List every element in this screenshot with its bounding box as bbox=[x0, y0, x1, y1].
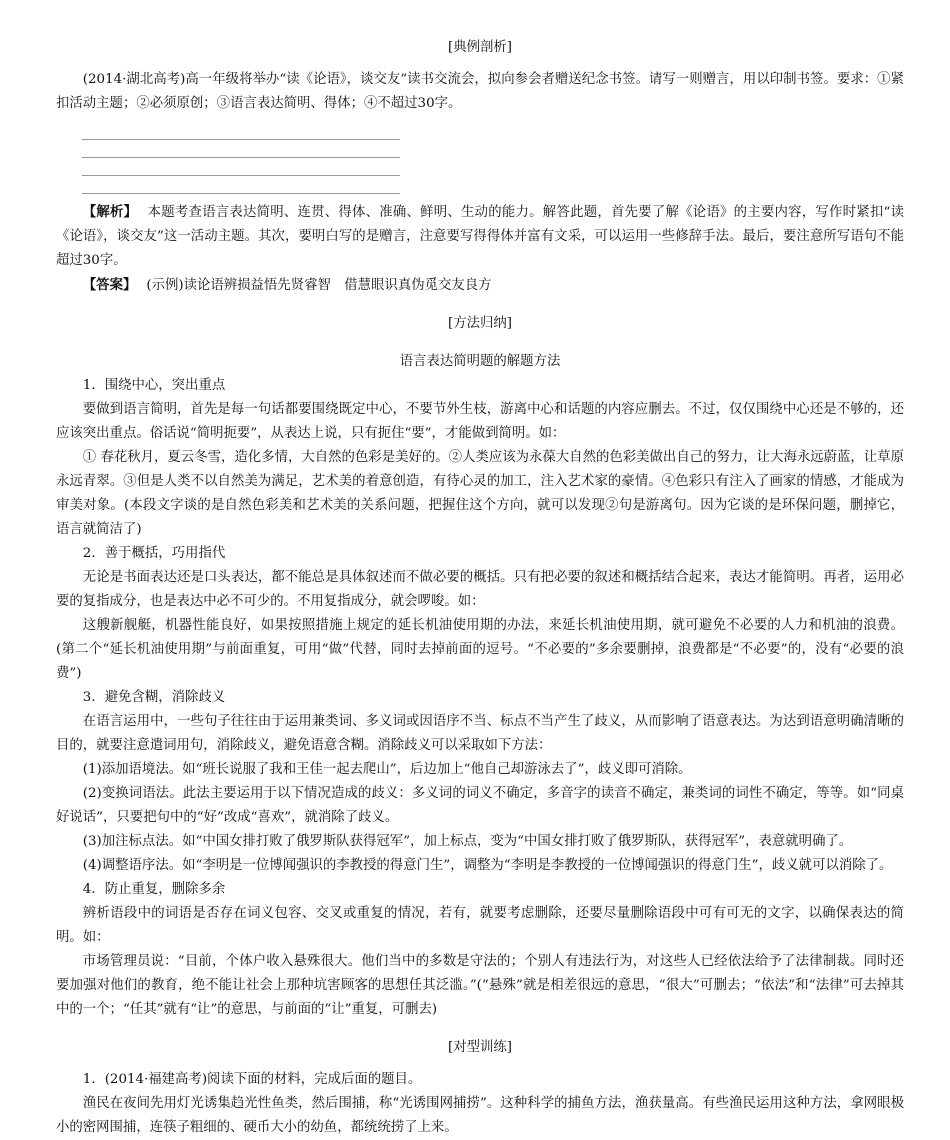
training-material: 渔民在夜间先用灯光诱集趋光性鱼类，然后围捕，称“光诱围网捕捞”。这种科学的捕鱼方法，渔获量高。有些渔民运用这种方法，拿网眼极小的密网围捕，连筷子粗细的、硬币大小的幼鱼，都统统捞了上来。 bbox=[56, 1096, 904, 1135]
analysis-text: 本题考查语言表达简明、连贯、得体、准确、鲜明、生动的能力。解答此题，首先要了解《论语》的主要内容，写作时紧扣“读《论语》，谈交友”这一活动主题。其次，要明白写的是赠言，注意要写得得体并富有文采，可以运用一些修辞手法。最后，要注意所写语句不能超过30字。 bbox=[56, 205, 905, 268]
method-paragraph: 要做到语言简明，首先是每一句话都要围绕既定中心，不要节外生枝，游离中心和话题的内容应删去。不过，仅仅围绕中心还是不够的，还应该突出重点。俗话说“简明扼要”，从表达上说，只有扼住“要”，才能做到简明。如： bbox=[56, 402, 904, 441]
answer-line bbox=[82, 140, 400, 158]
document-page bbox=[56, 36, 904, 1140]
answer-line bbox=[82, 158, 400, 176]
methods-title: 语言表达简明题的解题方法 bbox=[399, 354, 561, 369]
method-paragraph: (1)添加语境法。如“班长说服了我和王佳一起去爬山”，后边加上“他自己却游泳去了”，歧义即可消除。 bbox=[82, 762, 692, 777]
analysis-paragraph bbox=[56, 200, 904, 273]
section-header-methods: [方法归纳] bbox=[447, 316, 512, 331]
method-paragraph: (2)变换词语法。此法主要运用于以下情况造成的歧义：多义词的词义不确定，多音字的读音不确定，兼类词的词性不确定，等等。如“同桌好说话”，只要把句中的“好”改成“喜欢”，就消除了歧义。 bbox=[56, 786, 904, 825]
answer-lines bbox=[82, 122, 904, 194]
method-paragraph: (4)调整语序法。如“李明是一位博闻强识的李教授的得意门生”，调整为“李明是李教授的一位博闻强识的得意门生”，歧义就可以消除了。 bbox=[82, 858, 893, 873]
method-paragraph: 无论是书面表达还是口头表达，都不能总是具体叙述而不做必要的概括。只有把必要的叙述和概括结合起来，表达才能简明。再者，运用必要的复指成分，也是表达中必不可少的。不用复指成分，就会啰唆。如： bbox=[56, 570, 904, 609]
method-paragraph: 辨析语段中的词语是否存在词义包容、交叉或重复的情况，若有，就要考虑删除，还要尽量删除语段中可有可无的文字，以确保表达的简明。如： bbox=[56, 906, 904, 945]
method-paragraph: 市场管理员说：“目前，个体户收入悬殊很大。他们当中的多数是守法的；个别人有违法行为，对这些人已经依法给予了法律制裁。同时还要加强对他们的教育，绝不能让社会上那种坑害顾客的思想任其泛滥。”(“悬殊”就是相差很远的意思，“很大”可删去；“依法”和“法律”可去掉其中的一个；“任其”就有“让”的意思，与前面的“让”重复，可删去) bbox=[56, 954, 904, 1017]
method-heading-4: 4．防止重复，删除多余 bbox=[82, 882, 226, 897]
answer-label: 【答案】 bbox=[82, 277, 137, 293]
method-paragraph: 这艘新舰艇，机器性能良好，如果按照措施上规定的延长机油使用期的办法，来延长机油使用期，就可避免不必要的人力和机油的浪费。(第二个“延长机油使用期”与前面重复，可用“做”代替，同时去掉前面的逗号。“不必要的”多余要删掉，浪费都是“不必要”的，没有“必要的浪费”) bbox=[56, 618, 904, 681]
section-header-examples: [典例剖析] bbox=[447, 40, 512, 55]
analysis-label: 【解析】 bbox=[82, 204, 138, 220]
answer-line bbox=[82, 176, 400, 194]
example-question: (2014·湖北高考)高一年级将举办“读《论语》，谈交友”读书交流会，拟向参会者赠送纪念书签。请写一则赠言，用以印制书签。要求：①紧扣活动主题；②必须原创；③语言表达简明、得体；④不超过30字。 bbox=[56, 72, 904, 111]
method-heading-1: 1．围绕中心，突出重点 bbox=[82, 378, 226, 393]
method-paragraph: 在语言运用中，一些句子往往由于运用兼类词、多义词或因语序不当、标点不当产生了歧义，从而影响了语意表达。为达到语意明确清晰的目的，就要注意遣词用句，消除歧义，避免语意含糊。消除歧义可以采取如下方法： bbox=[56, 714, 904, 753]
method-paragraph: ① 春花秋月，夏云冬雪，造化多情，大自然的色彩是美好的。②人类应该为永葆大自然的色彩美做出自己的努力，让大海永远蔚蓝，让草原永远青翠。③但是人类不以自然美为满足，艺术美的着意创造，有待心灵的加工，注入艺术家的豪情。④色彩只有注入了画家的情感，才能成为审美对象。(本段文字谈的是自然色彩美和艺术美的关系问题，把握住这个方向，就可以发现②句是游离句。因为它谈的是环保问题，删掉它，语言就简洁了) bbox=[56, 450, 904, 537]
training-question: 1．(2014·福建高考)阅读下面的材料，完成后面的题目。 bbox=[82, 1072, 422, 1087]
answer-line bbox=[82, 122, 400, 140]
section-header-training: [对型训练] bbox=[447, 1040, 512, 1055]
method-heading-3: 3．避免含糊，消除歧义 bbox=[82, 690, 226, 705]
answer-text: (示例)读论语辨损益悟先贤睿智 借慧眼识真伪觅交友良方 bbox=[146, 278, 492, 293]
answer-paragraph bbox=[56, 273, 904, 298]
method-heading-2: 2．善于概括，巧用指代 bbox=[82, 546, 226, 561]
method-paragraph: (3)加注标点法。如“中国女排打败了俄罗斯队获得冠军”，加上标点，变为“中国女排打败了俄罗斯队，获得冠军”，表意就明确了。 bbox=[82, 834, 853, 849]
